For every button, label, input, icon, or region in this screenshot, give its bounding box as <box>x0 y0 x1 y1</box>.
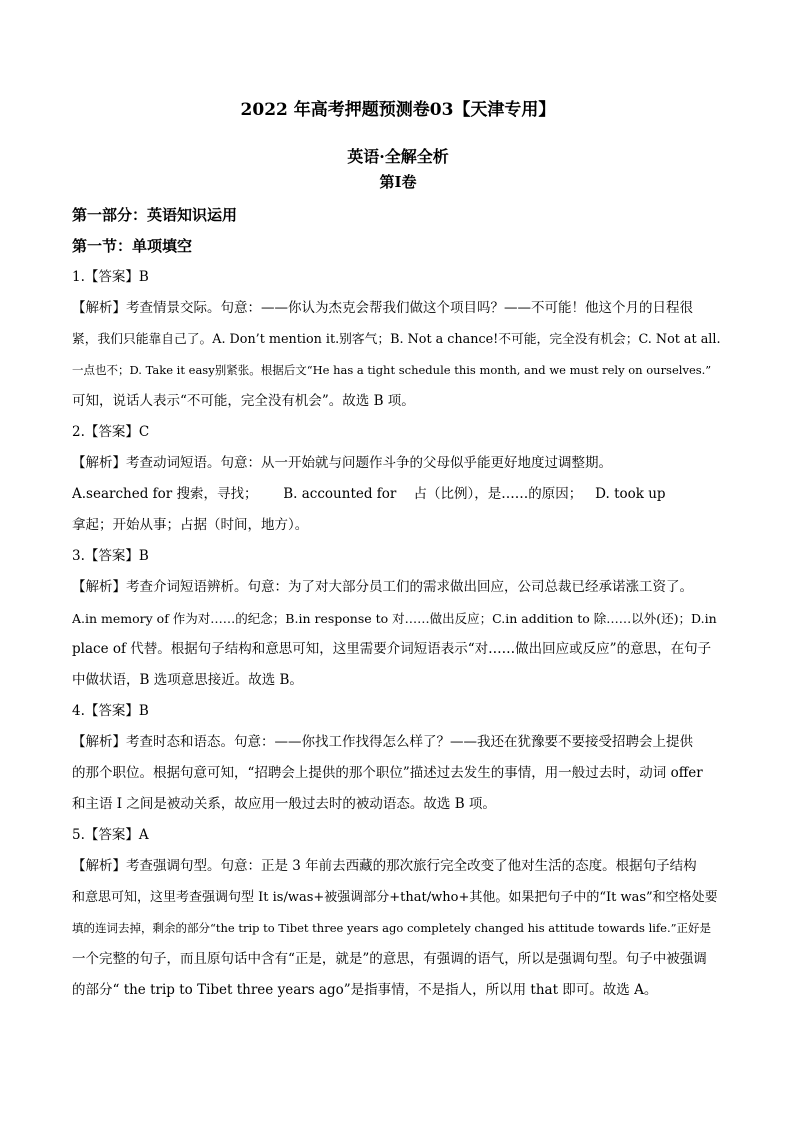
explanation-line: 一个完整的句子，而且原句话中含有“正是，就是”的意思，有强调的语气，所以是强调句型。句子中被强调 <box>72 951 707 967</box>
explanation-line: 【解析】考查强调句型。句意：正是 3 年前去西藏的那次旅行完全改变了他对生活的态度。根据句子结构 <box>72 858 697 874</box>
explanation-line: 中做状语，B 选项意思接近。故选 B。 <box>72 672 303 688</box>
explanation-line: A.in memory of 作为对……的纪念；B.in response to 对……做出反应；C.in addition to 除……以外(还)；D.in <box>72 611 717 626</box>
explanation-line: 【解析】考查时态和语态。句意：——你找工作找得怎么样了？——我还在犹豫要不要接受招聘会上提供 <box>72 734 693 750</box>
answer-line: 5.【答案】A <box>72 827 149 843</box>
volume-label: 第I卷 <box>379 173 417 191</box>
page-subtitle: 英语·全解全析 <box>347 147 449 166</box>
explanation-line: 【解析】考查介词短语辨析。句意：为了对大部分员工们的需求做出回应，公司总裁已经承诺涨工资了。 <box>72 579 693 595</box>
explanation-line: 紧，我们只能靠自己了。A. Don’t mention it.别客气；B. Not a chance!不可能，完全没有机会；C. Not at all. <box>72 332 721 347</box>
explanation-line: 【解析】考查动词短语。句意：从一开始就与问题作斗争的父母似乎能更好地度过调整期。 <box>72 455 612 471</box>
explanation-line: A.searched for 搜索，寻找； B. accounted for 占（比例），是……的原因； D. took up <box>72 486 666 502</box>
page-title: 2022 年高考押题预测卷03【天津专用】 <box>240 100 556 120</box>
answer-line: 3.【答案】B <box>72 548 149 564</box>
answer-line: 1.【答案】B <box>72 269 149 285</box>
explanation-line: 填的连词去掉，剩余的部分“the trip to Tibet three years ago completely changed his attitude towards life.”正好是 <box>72 921 712 935</box>
explanation-line: 的那个职位。根据句意可知，“招聘会上提供的那个职位”描述过去发生的事情，用一般过去时，动词 offer <box>72 765 703 781</box>
explanation-line: 的部分“ the trip to Tibet three years ago”是指事情，不是指人，所以用 that 即可。故选 A。 <box>72 982 658 998</box>
answer-line: 4.【答案】B <box>72 703 149 719</box>
explanation-line: 和主语 I 之间是被动关系，故应用一般过去时的被动语态。故选 B 项。 <box>72 796 496 812</box>
explanation-line: 拿起；开始从事；占据（时间，地方）。 <box>72 517 309 533</box>
explanation-line: 【解析】考查情景交际。句意：——你认为杰克会帮我们做这个项目吗？——不可能！他这个月的日程很 <box>72 300 693 316</box>
answer-line: 2.【答案】C <box>72 424 150 440</box>
document-page <box>72 96 724 1006</box>
section-heading: 第一节：单项填空 <box>72 237 193 255</box>
explanation-line: 和意思可知，这里考查强调句型 It is/was+被强调部分+that/who+其他。如果把句子中的“It was”和空格处要 <box>72 890 718 905</box>
explanation-line: 可知，说话人表示“不可能，完全没有机会”。故选 B 项。 <box>72 393 415 409</box>
explanation-line: 一点也不；D. Take it easy别紧张。根据后文“He has a tight schedule this month, and we must rely on ourselves.” <box>72 363 712 377</box>
part-heading: 第一部分：英语知识运用 <box>72 206 238 224</box>
explanation-line: place of 代替。根据句子结构和意思可知，这里需要介词短语表示“对……做出回应或反应”的意思，在句子 <box>72 641 712 657</box>
